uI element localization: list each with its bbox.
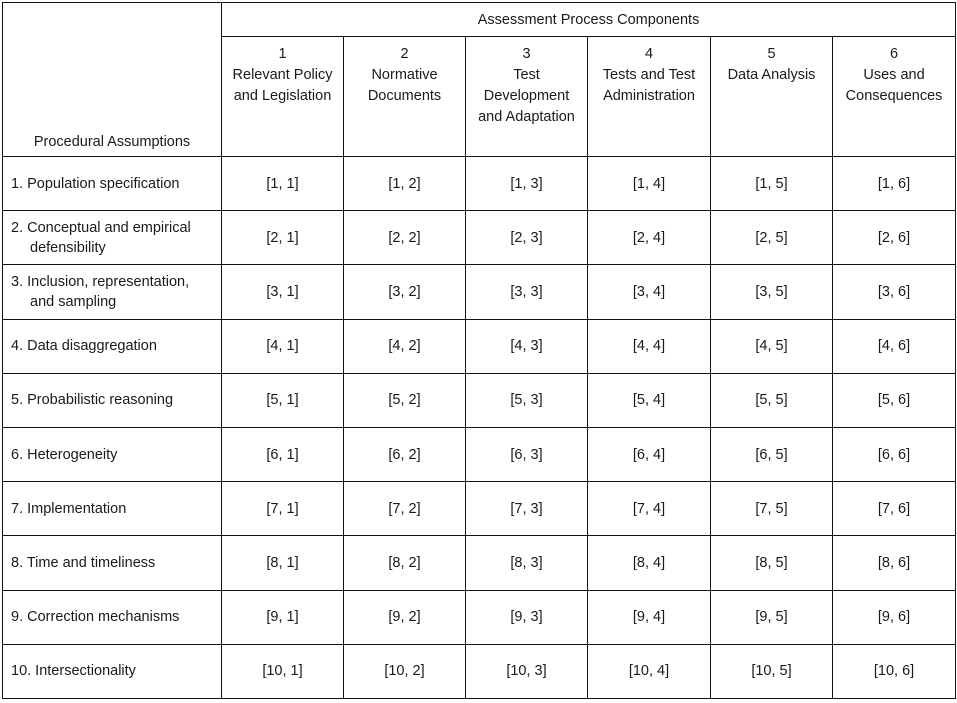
table-row	[3, 590, 956, 644]
table-cell: [7, 6]	[833, 482, 956, 536]
row-label: 4. Data disaggregation	[11, 338, 157, 355]
row-label: 9. Correction mechanisms	[11, 609, 180, 626]
table-row	[3, 211, 956, 265]
row-header	[3, 427, 222, 481]
row-label: 10. Intersectionality	[11, 663, 136, 680]
table-row	[3, 319, 956, 373]
table-cell: [3, 4]	[588, 265, 711, 319]
table-cell: [6, 3]	[466, 427, 588, 481]
table-cell: [2, 5]	[711, 211, 833, 265]
row-header	[3, 644, 222, 698]
table-cell: [10, 1]	[222, 644, 344, 698]
row-header	[3, 157, 222, 211]
table-cell: [10, 4]	[588, 644, 711, 698]
table-cell: [7, 1]	[222, 482, 344, 536]
table-cell: [2, 6]	[833, 211, 956, 265]
column-number: 4	[644, 46, 654, 62]
table-cell: [5, 4]	[588, 373, 711, 427]
column-label: Normative Documents	[367, 67, 442, 104]
table-cell: [3, 1]	[222, 265, 344, 319]
row-label: 3. Inclusion, representation, and sampling	[11, 273, 190, 310]
column-label: Tests and Test Administration	[602, 67, 696, 104]
table-cell: [6, 1]	[222, 427, 344, 481]
row-header	[3, 590, 222, 644]
table-cell: [2, 1]	[222, 211, 344, 265]
row-header	[3, 211, 222, 265]
row-label: 6. Heterogeneity	[11, 446, 118, 463]
table-cell: [4, 2]	[344, 319, 466, 373]
column-label: Test Development and Adaptation	[478, 67, 575, 125]
table-cell: [4, 3]	[466, 319, 588, 373]
row-label: 8. Time and timeliness	[11, 554, 156, 571]
table-cell: [4, 5]	[711, 319, 833, 373]
column-header-5	[711, 37, 833, 157]
column-header-1	[222, 37, 344, 157]
table-cell: [6, 5]	[711, 427, 833, 481]
table-row	[3, 482, 956, 536]
table-cell: [1, 5]	[711, 157, 833, 211]
table-cell: [1, 2]	[344, 157, 466, 211]
row-header	[3, 373, 222, 427]
table-cell: [5, 5]	[711, 373, 833, 427]
table-cell: [8, 5]	[711, 536, 833, 590]
row-header	[3, 265, 222, 319]
column-number: 2	[400, 46, 409, 62]
table-cell: [6, 4]	[588, 427, 711, 481]
column-number: 3	[522, 46, 531, 62]
table-cell: [7, 2]	[344, 482, 466, 536]
table-row	[3, 536, 956, 590]
table-cell: [8, 2]	[344, 536, 466, 590]
table-cell: [3, 2]	[344, 265, 466, 319]
table-cell: [9, 4]	[588, 590, 711, 644]
table-cell: [7, 3]	[466, 482, 588, 536]
table-cell: [5, 3]	[466, 373, 588, 427]
row-header	[3, 482, 222, 536]
table-row	[3, 265, 956, 319]
column-label: Relevant Policy and Legislation	[232, 67, 333, 104]
column-header-4	[588, 37, 711, 157]
row-label: 1. Population specification	[11, 175, 180, 192]
table-cell: [9, 3]	[466, 590, 588, 644]
table-cell: [6, 6]	[833, 427, 956, 481]
table-cell: [1, 3]	[466, 157, 588, 211]
row-header	[3, 536, 222, 590]
row-label: 2. Conceptual and empirical defensibility	[11, 219, 191, 256]
procedural-assumptions-header: Procedural Assumptions	[3, 3, 222, 157]
table-cell: [7, 5]	[711, 482, 833, 536]
table-cell: [8, 3]	[466, 536, 588, 590]
table-cell: [10, 5]	[711, 644, 833, 698]
table-cell: [10, 6]	[833, 644, 956, 698]
table-cell: [5, 2]	[344, 373, 466, 427]
column-number: 1	[278, 46, 287, 62]
table-cell: [8, 1]	[222, 536, 344, 590]
table-cell: [7, 4]	[588, 482, 711, 536]
table-cell: [5, 1]	[222, 373, 344, 427]
table-cell: [3, 5]	[711, 265, 833, 319]
table-row	[3, 644, 956, 698]
table-row	[3, 157, 956, 211]
table-cell: [2, 2]	[344, 211, 466, 265]
table-cell: [4, 6]	[833, 319, 956, 373]
assessment-components-header: Assessment Process Components	[222, 3, 956, 37]
row-header	[3, 319, 222, 373]
assessment-matrix-table	[2, 2, 956, 699]
table-cell: [9, 6]	[833, 590, 956, 644]
table-cell: [8, 6]	[833, 536, 956, 590]
column-number: 5	[767, 46, 776, 62]
table-cell: [1, 6]	[833, 157, 956, 211]
table-cell: [10, 2]	[344, 644, 466, 698]
column-header-6	[833, 37, 956, 157]
table-cell: [4, 4]	[588, 319, 711, 373]
row-label: 7. Implementation	[11, 500, 127, 517]
table-cell: [9, 5]	[711, 590, 833, 644]
column-header-3	[466, 37, 588, 157]
table-cell: [1, 1]	[222, 157, 344, 211]
row-label: 5. Probabilistic reasoning	[11, 392, 174, 409]
table-cell: [1, 4]	[588, 157, 711, 211]
table-cell: [9, 1]	[222, 590, 344, 644]
column-header-2	[344, 37, 466, 157]
table-cell: [9, 2]	[344, 590, 466, 644]
table-cell: [8, 4]	[588, 536, 711, 590]
table-cell: [10, 3]	[466, 644, 588, 698]
table-cell: [4, 1]	[222, 319, 344, 373]
table-cell: [3, 6]	[833, 265, 956, 319]
table-cell: [2, 3]	[466, 211, 588, 265]
column-number: 6	[889, 46, 899, 62]
table-row	[3, 373, 956, 427]
column-label: Uses and Consequences	[845, 67, 943, 104]
table-cell: [2, 4]	[588, 211, 711, 265]
column-label: Data Analysis	[727, 67, 816, 83]
table-cell: [6, 2]	[344, 427, 466, 481]
table-cell: [5, 6]	[833, 373, 956, 427]
table-row	[3, 427, 956, 481]
table-cell: [3, 3]	[466, 265, 588, 319]
